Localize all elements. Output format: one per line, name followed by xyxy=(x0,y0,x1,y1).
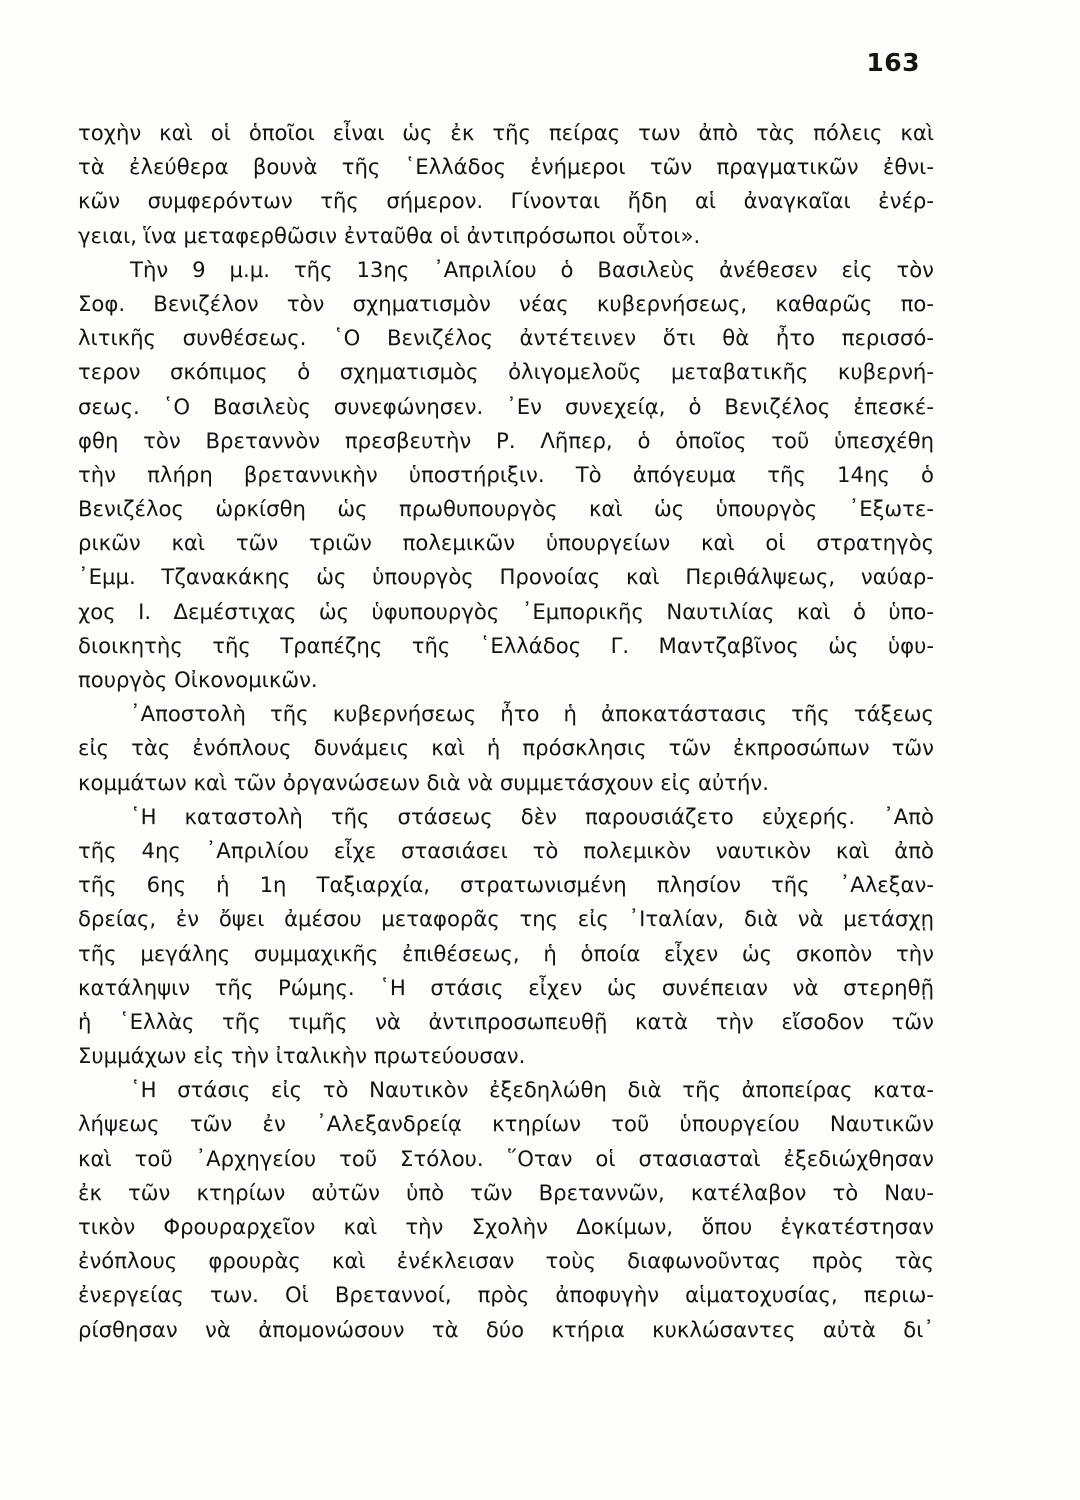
text-line: τῆς μεγάλης συμμαχικῆς ἐπιθέσεως, ἡ ὁποία εἶχεν ὡς σκοπὸν τὴν xyxy=(78,940,934,966)
text-line: Τὴν 9 μ.μ. τῆς 13ης ᾽Απριλίου ὁ Βασιλεὺς ἀνέθεσεν εἰς τὸν xyxy=(130,256,934,282)
text-line: τικὸν Φρουραρχεῖον καὶ τὴν Σχολὴν Δοκίμων, ὅπου ἐγκατέστησαν xyxy=(78,1214,934,1239)
text-line: ἡ ῾Ελλὰς τῆς τιμῆς νὰ ἀντιπροσωπευθῇ κατὰ τὴν εἴσοδον τῶν xyxy=(78,1008,934,1034)
text-line: τῆς 6ης ἡ 1η Ταξιαρχία, στρατωνισμένη πλησίον τῆς ᾽Αλεξαν- xyxy=(78,872,934,898)
text-line: καὶ τοῦ ᾽Αρχηγείου τοῦ Στόλου. ῞Οταν οἱ στασιασταὶ ἐξεδιώχθησαν xyxy=(78,1145,934,1171)
body-text xyxy=(78,116,934,1347)
text-line: ἐνεργείας των. Οἱ Βρεταννοί, πρὸς ἀποφυγὴν αἱματοχυσίας, περιω- xyxy=(78,1282,934,1308)
text-line: τὴν πλήρη βρεταννικὴν ὑποστήριξιν. Τὸ ἀπόγευμα τῆς 14ης ὁ xyxy=(78,461,934,487)
text-line: ῾Η καταστολὴ τῆς στάσεως δὲν παρουσιάζετο εὐχερής. ᾽Απὸ xyxy=(130,803,934,829)
text-line: εἰς τὰς ἐνόπλους δυνάμεις καὶ ἡ πρόσκλησις τῶν ἐκπροσώπων τῶν xyxy=(78,735,934,761)
text-line: πουργὸς Οἰκονομικῶν. xyxy=(78,667,318,692)
text-line: τοχὴν καὶ οἱ ὁποῖοι εἶναι ὡς ἐκ τῆς πείρας των ἀπὸ τὰς πόλεις καὶ xyxy=(78,120,934,145)
text-line: Συμμάχων εἰς τὴν ἰταλικὴν πρωτεύουσαν. xyxy=(78,1043,526,1069)
text-line: Σοφ. Βενιζέλον τὸν σχηματισμὸν νέας κυβερνήσεως, καθαρῶς πο- xyxy=(78,290,934,316)
text-line: ρικῶν καὶ τῶν τριῶν πολεμικῶν ὑπουργείων καὶ οἱ στρατηγὸς xyxy=(78,530,934,556)
text-line: δρείας, ἐν ὄψει ἀμέσου μεταφορᾶς της εἰς ᾽Ιταλίαν, διὰ νὰ μετάσχῃ xyxy=(78,906,934,932)
text-line: ἐκ τῶν κτηρίων αὐτῶν ὑπὸ τῶν Βρεταννῶν, κατέλαβον τὸ Ναυ- xyxy=(78,1179,934,1205)
text-line: Βενιζέλος ὡρκίσθη ὡς πρωθυπουργὸς καὶ ὡς ὑπουργὸς ᾽Εξωτε- xyxy=(78,496,934,522)
text-line: λιτικῆς συνθέσεως. ῾Ο Βενιζέλος ἀντέτεινεν ὅτι θὰ ἦτο περισσό- xyxy=(78,325,934,351)
text-line: ρίσθησαν νὰ ἀπομονώσουν τὰ δύο κτήρια κυκλώσαντες αὐτὰ δι᾽ xyxy=(78,1316,934,1342)
text-line: φθη τὸν Βρεταννὸν πρεσβευτὴν Ρ. Λῆπερ, ὁ ὁποῖος τοῦ ὑπεσχέθη xyxy=(78,427,934,453)
text-line: τῆς 4ης ᾽Απριλίου εἶχε στασιάσει τὸ πολεμικὸν ναυτικὸν καὶ ἀπὸ xyxy=(78,837,934,863)
text-line: σεως. ῾Ο Βασιλεὺς συνεφώνησεν. ᾽Εν συνεχείᾳ, ὁ Βενιζέλος ἐπεσκέ- xyxy=(78,393,934,419)
text-line: κῶν συμφερόντων τῆς σήμερον. Γίνονται ἤδη αἱ ἀναγκαῖαι ἐνέρ- xyxy=(78,188,934,214)
text-line: ῾Η στάσις εἰς τὸ Ναυτικὸν ἐξεδηλώθη διὰ τῆς ἀποπείρας κατα- xyxy=(130,1077,934,1103)
text-line: ᾽Αποστολὴ τῆς κυβερνήσεως ἦτο ἡ ἀποκατάστασις τῆς τάξεως xyxy=(130,701,934,727)
text-line: κομμάτων καὶ τῶν ὀργανώσεων διὰ νὰ συμμετάσχουν εἰς αὐτήν. xyxy=(78,769,769,795)
page-number: 163 xyxy=(866,48,920,77)
text-line: τὰ ἐλεύθερα βουνὰ τῆς ῾Ελλάδος ἐνήμεροι τῶν πραγματικῶν ἐθνι- xyxy=(78,154,934,180)
text-line: κατάληψιν τῆς Ρώμης. ῾Η στάσις εἶχεν ὡς συνέπειαν νὰ στερηθῇ xyxy=(78,974,934,1000)
text-line: χος Ι. Δεμέστιχας ὡς ὑφυπουργὸς ᾽Εμπορικῆς Ναυτιλίας καὶ ὁ ὑπο- xyxy=(78,598,934,624)
text-line: λήψεως τῶν ἐν ᾽Αλεξανδρείᾳ κτηρίων τοῦ ὑπουργείου Ναυτικῶν xyxy=(78,1111,934,1137)
text-line: ᾽Εμμ. Τζανακάκης ὡς ὑπουργὸς Προνοίας καὶ Περιθάλψεως, ναύαρ- xyxy=(78,564,934,590)
text-line: διοικητὴς τῆς Τραπέζης τῆς ῾Ελλάδος Γ. Μαντζαβῖνος ὡς ὑφυ- xyxy=(78,632,934,658)
text-line: γειαι, ἵνα μεταφερθῶσιν ἐνταῦθα οἱ ἀντιπρόσωποι οὗτοι». xyxy=(78,222,701,248)
text-line: τερον σκόπιμος ὁ σχηματισμὸς ὀλιγομελοῦς μεταβατικῆς κυβερνή- xyxy=(78,359,934,385)
text-line: ἐνόπλους φρουρὰς καὶ ἐνέκλεισαν τοὺς διαφωνοῦντας πρὸς τὰς xyxy=(78,1248,934,1274)
